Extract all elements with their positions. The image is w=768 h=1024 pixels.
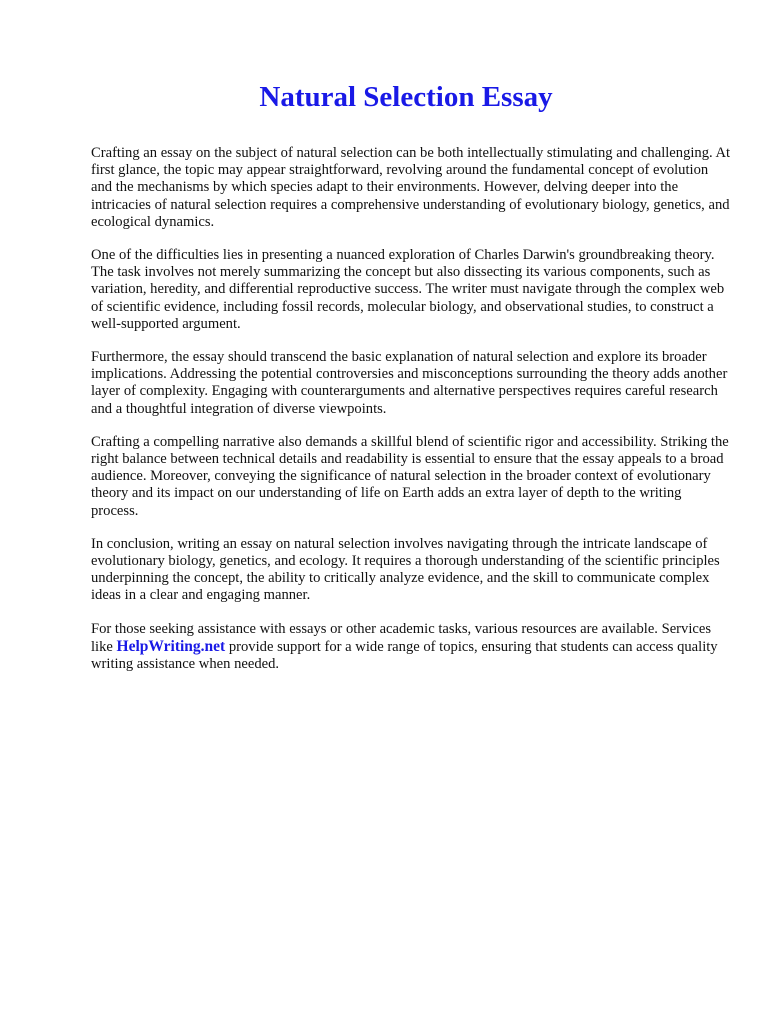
essay-body — [91, 145, 731, 689]
paragraph-intro: Crafting an essay on the subject of natural selection can be both intellectually stimulating and challenging. At first glance, the topic may appear straightforward, revolving around the fundamental concept of evolution and the mechanisms by which species adapt to their environments. However, delving deeper into the intricacies of natural selection requires a comprehensive understanding of evolutionary biology, genetics, and ecological dynamics. — [91, 145, 731, 230]
page-title: Natural Selection Essay — [259, 81, 553, 113]
closing-text-before-link: For those seeking assistance with essays or other academic tasks, various resources are available. Services like — [91, 620, 712, 655]
paragraph-conclusion: In conclusion, writing an essay on natural selection involves navigating through the intricate landscape of evolutionary biology, genetics, and ecology. It requires a thorough understanding of the scientific principles underpinning the concept, the ability to critically analyze evidence, and the skill to communicate complex ideas in a clear and engaging manner. — [91, 535, 720, 604]
paragraph-closing — [91, 621, 731, 674]
paragraph-implications: Furthermore, the essay should transcend the basic explanation of natural selection and explore its broader implications. Addressing the potential controversies and misconceptions surrounding the theory adds another layer of complexity. Engaging with counterarguments and alternative perspectives requires careful research and a thoughtful integration of diverse viewpoints. — [91, 349, 728, 417]
paragraph-difficulties: One of the difficulties lies in presenting a nuanced exploration of Charles Darwin's groundbreaking theory. The task involves not merely summarizing the concept but also dissecting its various components, such as variation, heredity, and differential reproductive success. The writer must navigate through the complex web of scientific evidence, including fossil records, molecular biology, and observational studies, to construct a well-supported argument. — [91, 247, 725, 332]
helpwriting-link[interactable]: HelpWriting.net — [116, 637, 226, 655]
paragraph-narrative: Crafting a compelling narrative also demands a skillful blend of scientific rigor and accessibility. Striking the right balance between technical details and readability is essential to ensure that the essay appeals to a broad audience. Moreover, conveying the significance of natural selection in the broader context of evolutionary theory and its impact on our understanding of life on Earth adds an extra layer of depth to the writing process. — [91, 433, 729, 519]
closing-text-after-link: provide support for a wide range of topics, ensuring that students can access quality writing assistance when needed. — [91, 638, 718, 673]
